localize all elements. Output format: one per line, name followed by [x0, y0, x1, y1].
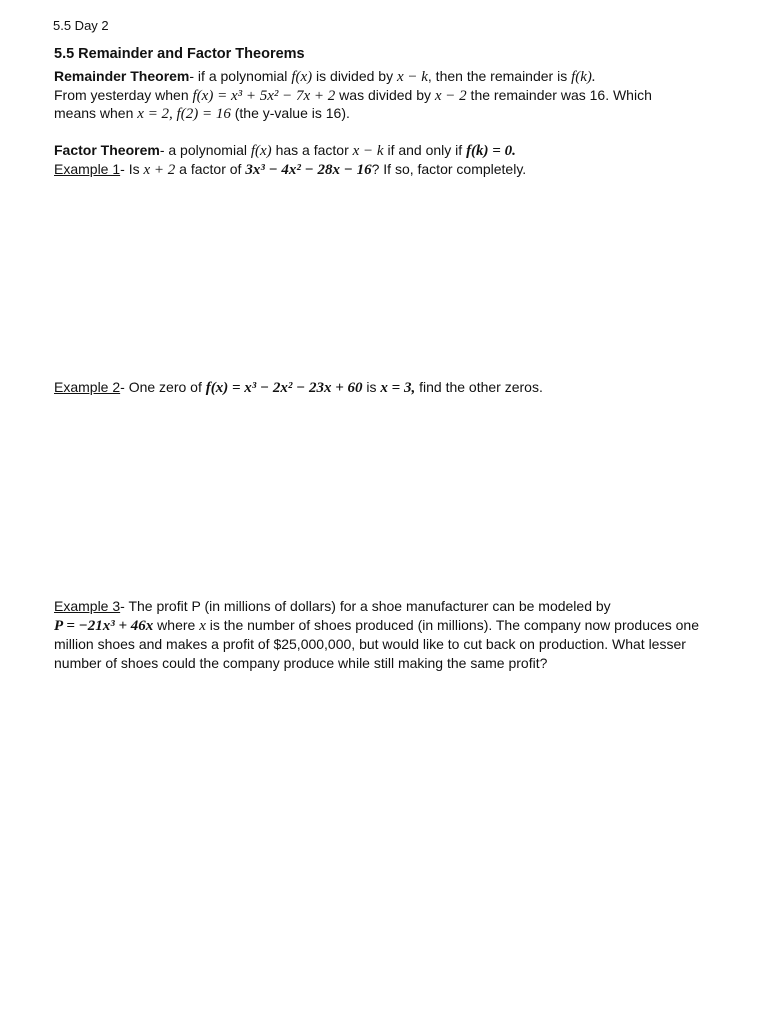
remainder-example-line — [54, 86, 652, 105]
example-1 — [54, 160, 526, 179]
text: is divided by — [312, 68, 397, 84]
text: is the number of shoes produced (in millions). The company now produces one million shoes and makes a profit of $25,000,000, but would like to cut back on production. What lesser number of shoes could the company produce while still making the same profit? — [54, 616, 700, 671]
example-2 — [54, 378, 543, 397]
example-2-label: Example 2 — [54, 379, 121, 395]
text: where — [153, 616, 200, 633]
text: is — [362, 379, 381, 395]
text: find the other zeros. — [415, 379, 543, 395]
example-3-label: Example 3 — [54, 598, 121, 614]
math: x = 3, — [380, 380, 416, 396]
text: a factor of — [175, 161, 246, 177]
text: if and only if — [383, 142, 467, 158]
text: - a polynomial — [159, 142, 251, 158]
text: means when — [54, 105, 138, 121]
text: - if a polynomial — [189, 68, 292, 84]
text: , then the remainder is — [427, 68, 572, 84]
text: was divided by — [335, 87, 435, 103]
text: ? If so, factor completely. — [371, 161, 527, 177]
math: f(x) — [291, 69, 313, 85]
math: f(k). — [571, 69, 596, 85]
example-1-label: Example 1 — [54, 161, 121, 177]
text: - The profit P (in millions of dollars) for a shoe manufacturer can be modeled by — [120, 598, 611, 614]
day-label: 5.5 Day 2 — [53, 18, 109, 33]
text: the remainder was 16. Which — [466, 87, 652, 103]
math: P = −21x³ + 46x — [54, 617, 154, 634]
math: x − k — [396, 69, 428, 85]
remainder-meaning-line — [54, 104, 350, 123]
math: x — [199, 617, 206, 634]
text: has a factor — [271, 142, 353, 158]
remainder-theorem-line — [54, 67, 596, 86]
example-3 — [54, 597, 714, 672]
text: (the y-value is 16). — [230, 105, 350, 121]
factor-theorem-line — [54, 141, 516, 160]
math: x − k — [352, 143, 384, 159]
math: f(x) = x³ − 2x² − 23x + 60 — [205, 380, 363, 396]
math: f(k) = 0. — [466, 143, 516, 159]
text: From yesterday when — [54, 87, 193, 103]
text: - One zero of — [120, 379, 206, 395]
text: - Is — [120, 161, 144, 177]
factor-theorem-term: Factor Theorem — [54, 142, 160, 158]
math: f(x) — [250, 143, 272, 159]
math: 3x³ − 4x² − 28x − 16 — [245, 162, 372, 178]
math: x − 2 — [434, 88, 467, 104]
page-title: 5.5 Remainder and Factor Theorems — [54, 46, 305, 62]
math: f(x) = x³ + 5x² − 7x + 2 — [192, 88, 336, 104]
remainder-theorem-term: Remainder Theorem — [54, 68, 190, 84]
math: x + 2 — [143, 162, 176, 178]
math: x = 2, f(2) = 16 — [137, 106, 231, 122]
